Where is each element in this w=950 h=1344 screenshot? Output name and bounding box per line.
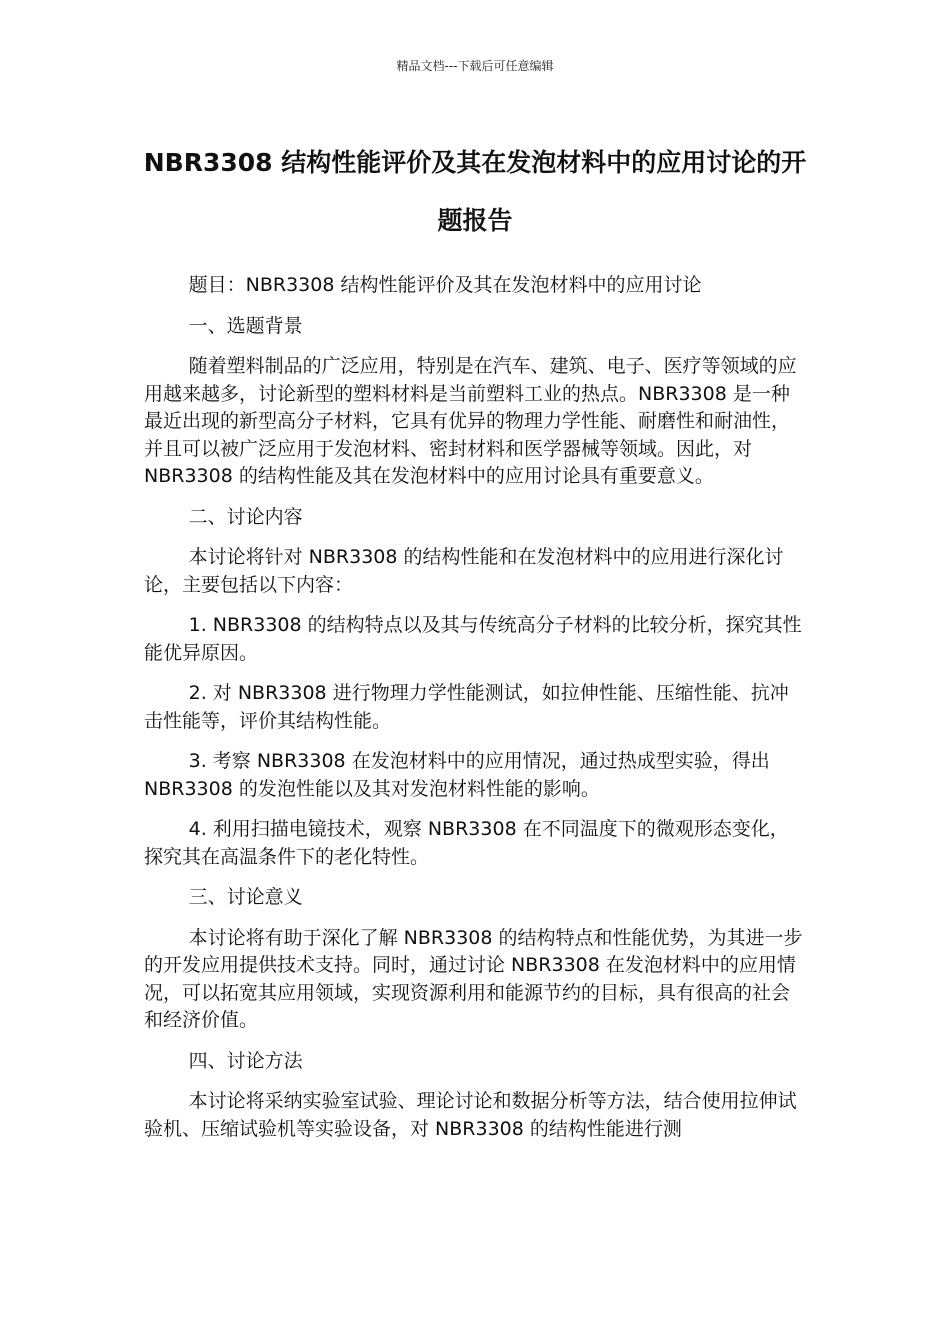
section-heading-content: 二、讨论内容 (188, 505, 303, 528)
document-title: NBR3308 结构性能评价及其在发泡材料中的应用讨论的开题报告 (143, 148, 807, 235)
section-heading-method: 四、讨论方法 (188, 1049, 303, 1072)
section-heading-significance: 三、讨论意义 (188, 886, 303, 908)
document-body (144, 272, 806, 1156)
background-paragraph: 随着塑料制品的广泛应用，特别是在汽车、建筑、电子、医疗等领域的应用越来越多，讨论新型的塑料材料是当前塑料工业的热点。NBR3308 是一种最近出现的新型高分子材料，它具有优异的物理力学性能、耐磨性和耐油性，并且可以被广泛应用于发泡材料、密封材料和医学器械等领域。因此，对 NBR3308 的结构性能及其在发泡材料中的应用讨论具有重要意义。 (144, 355, 797, 487)
method-paragraph: 本讨论将采纳实验室试验、理论讨论和数据分析等方法，结合使用拉伸试验机、压缩试验机等实验设备，对 NBR3308 的结构性能进行测 (144, 1090, 797, 1140)
section-heading-background: 一、选题背景 (188, 314, 303, 337)
content-item-3: 3. 考察 NBR3308 在发泡材料中的应用情况，通过热成型实验，得出 NBR3308 的发泡性能以及其对发泡材料性能的影响。 (144, 750, 770, 800)
content-item-1: 1. NBR3308 的结构特点以及其与传统高分子材料的比较分析，探究其性能优异原因。 (144, 614, 802, 664)
subject-line: 题目：NBR3308 结构性能评价及其在发泡材料中的应用讨论 (188, 274, 702, 296)
header-note: 精品文档---下载后可任意编辑 (396, 59, 554, 73)
significance-paragraph: 本讨论将有助于深化了解 NBR3308 的结构特点和性能优势，为其进一步的开发应用提供技术支持。同时，通过讨论 NBR3308 在发泡材料中的应用情况，可以拓宽其应用领域，实现资源利用和能源节约的目标，具有很高的社会和经济价值。 (144, 926, 803, 1031)
content-item-4: 4. 利用扫描电镜技术，观察 NBR3308 在不同温度下的微观形态变化，探究其在高温条件下的老化特性。 (144, 818, 789, 868)
content-intro-paragraph: 本讨论将针对 NBR3308 的结构性能和在发泡材料中的应用进行深化讨论，主要包括以下内容： (144, 546, 784, 596)
content-item-2: 2. 对 NBR3308 进行物理力学性能测试，如拉伸性能、压缩性能、抗冲击性能等，评价其结构性能。 (144, 682, 789, 732)
